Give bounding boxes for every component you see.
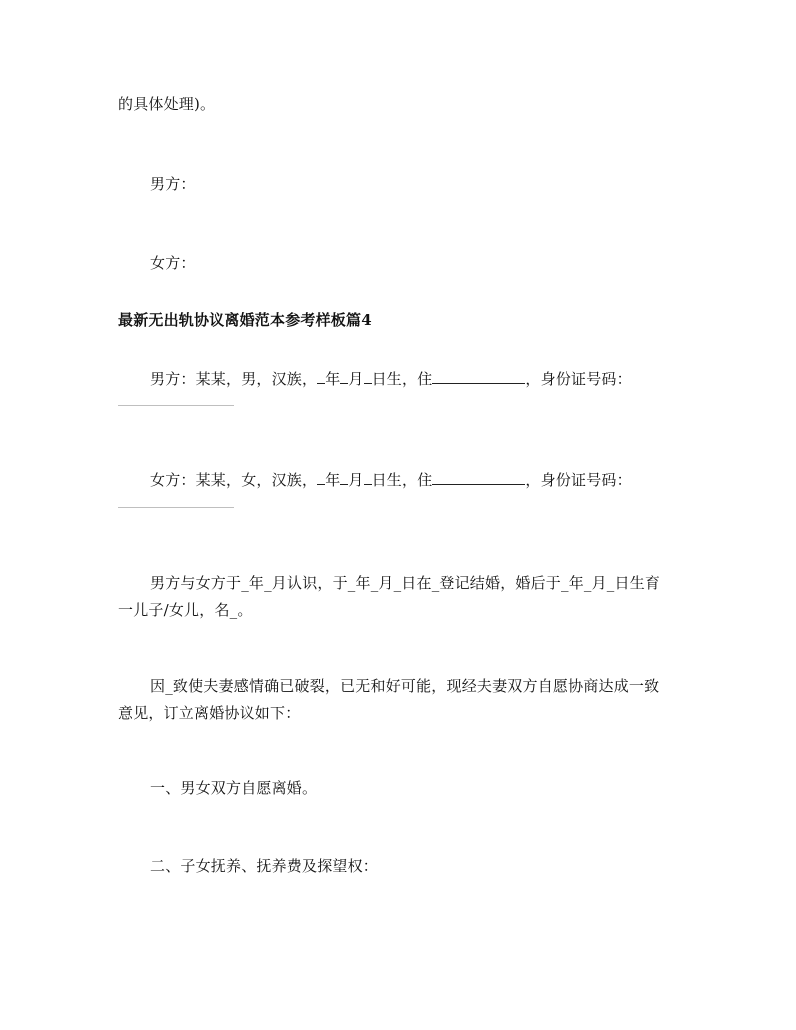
blank-underline [364,470,372,485]
blank-underline [364,369,372,384]
blank-underline [317,369,325,384]
male-info-text-d: 日生，住 [371,370,433,388]
section-heading: 最新无出轨协议离婚范本参考样板篇4 [118,311,372,329]
paragraph-reason-line1: 因_致使夫妻感情确已破裂，已无和好可能，现经夫妻双方自愿协商达成一致 [150,677,660,695]
address-blank [432,470,525,485]
female-info-text-a: 女方：某某，女，汉族， [150,471,318,489]
male-info-text-b: 年 [325,370,341,388]
female-info-text-e: ，身份证号码： [525,471,632,489]
male-info-text-c: 月 [348,370,364,388]
address-blank [432,369,525,384]
paragraph-marriage-line2: 一儿子/女儿，名_。 [118,601,253,619]
paragraph-marriage-line1: 男方与女方于_年_月认识，于_年_月_日在_登记结婚，婚后于_年_月_日生育 [150,574,661,592]
female-info-text-b: 年 [325,471,341,489]
id-number-blank [118,507,234,508]
text-line-processing: 的具体处理)。 [118,95,216,113]
male-info-line [150,369,632,389]
male-info-text-a: 男方：某某，男，汉族， [150,370,318,388]
male-info-text-e: ，身份证号码： [525,370,632,388]
female-info-text-c: 月 [348,471,364,489]
text-line-female-party: 女方： [150,254,196,272]
text-line-male-party: 男方： [150,175,196,193]
agreement-item-2: 二、子女抚养、抚养费及探望权： [150,857,379,875]
id-number-blank [118,405,234,406]
blank-underline [317,470,325,485]
female-info-line [150,470,632,490]
female-info-text-d: 日生，住 [371,471,433,489]
paragraph-reason-line2: 意见，订立离婚协议如下： [118,704,301,722]
agreement-item-1: 一、男女双方自愿离婚。 [150,779,318,797]
